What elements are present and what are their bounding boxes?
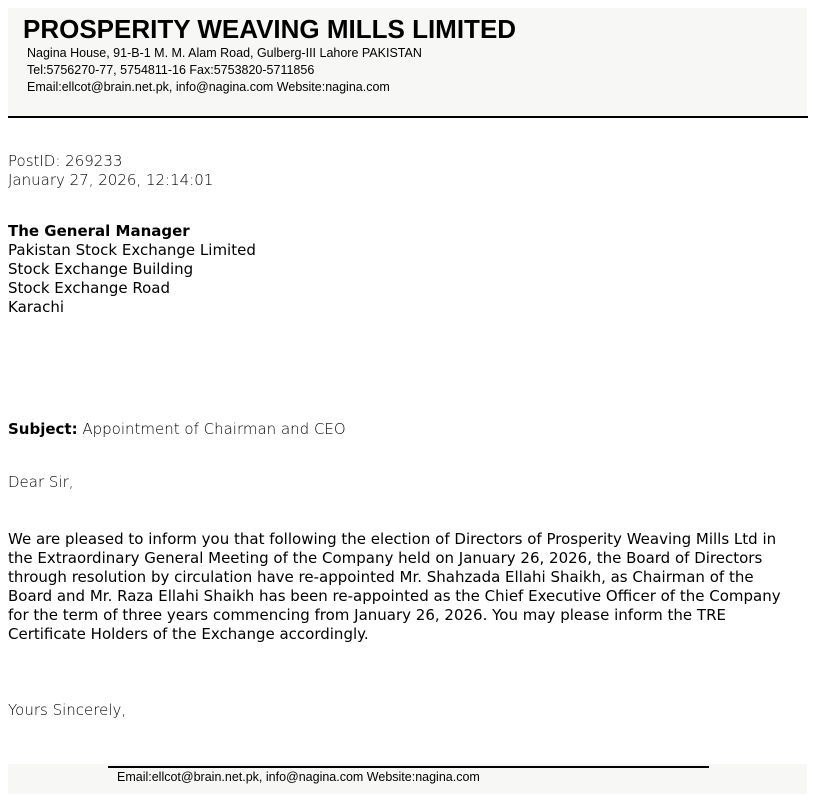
letter-body-paragraph: We are pleased to inform you that following the election of Directors of Prosperity Weaving Mills Ltd in the Extraordinary General Meeting of the Company held on January 26, 2026, the Board of Directors through resolution by circulation have re-appointed Mr. Shahzada Ellahi Shaikh, as Chairman of the Board and Mr. Raza Ellahi Shaikh has been re-appointed as the Chief Executive Officer of the Company for the term of three years commencing from January 26, 2026. You may please inform the TRE Certificate Holders of the Exchange accordingly. (8, 530, 781, 643)
header-divider (8, 116, 808, 118)
letterhead (8, 8, 807, 116)
closing: Yours Sincerely, (8, 701, 127, 719)
recipient-city: Karachi (8, 298, 65, 316)
company-phone-fax: Tel:5756270-77, 5754811-16 Fax:5753820-5711856 (27, 63, 315, 77)
company-address: Nagina House, 91-B-1 M. M. Alam Road, Gulberg-III Lahore PAKISTAN (27, 46, 422, 60)
salutation: Dear Sir, (8, 473, 74, 491)
recipient-road: Stock Exchange Road (8, 279, 170, 297)
company-email-website: Email:ellcot@brain.net.pk, info@nagina.com Website:nagina.com (27, 80, 390, 94)
footer-email-website: Email:ellcot@brain.net.pk, info@nagina.com Website:nagina.com (117, 770, 480, 784)
recipient-organization: Pakistan Stock Exchange Limited (8, 241, 256, 259)
subject-text: Appointment of Chairman and CEO (77, 420, 346, 438)
recipient-block (8, 222, 256, 317)
footer-divider (108, 766, 709, 768)
recipient-title: The General Manager (8, 222, 190, 240)
company-name: PROSPERITY WEAVING MILLS LIMITED (23, 14, 517, 44)
post-date: January 27, 2026, 12:14:01 (8, 171, 214, 189)
post-id: PostID: 269233 (8, 152, 123, 170)
subject-label: Subject: (8, 420, 78, 438)
recipient-building: Stock Exchange Building (8, 260, 194, 278)
subject-line (8, 420, 346, 439)
